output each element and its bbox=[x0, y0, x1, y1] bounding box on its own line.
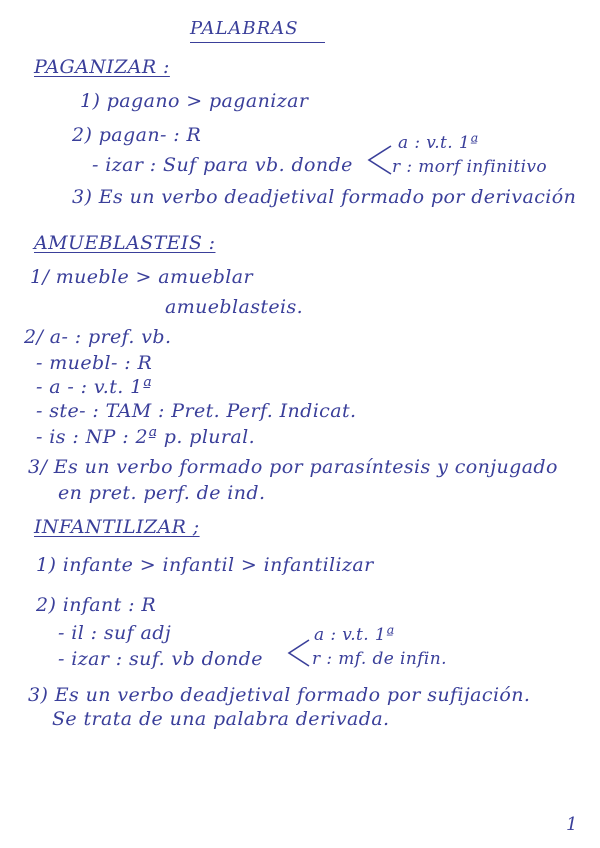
amueblasteis-line-3: 2/ a- : pref. vb. bbox=[24, 326, 172, 348]
amueblasteis-line-4: - muebl- : R bbox=[36, 352, 153, 374]
section-heading-amueblasteis: AMUEBLASTEIS : bbox=[34, 232, 216, 254]
infantilizar-line-6: Se trata de una palabra derivada. bbox=[52, 708, 390, 730]
infantilizar-line-2: 2) infant : R bbox=[36, 594, 157, 616]
amueblasteis-line-6: - ste- : TAM : Pret. Perf. Indicat. bbox=[36, 400, 357, 422]
amueblasteis-line-8: 3/ Es un verbo formado por parasíntesis y conjugado bbox=[28, 456, 558, 478]
paganizar-line-1: 1) pagano > paganizar bbox=[80, 90, 309, 112]
infantilizar-branch-bottom: r : mf. de infin. bbox=[312, 649, 447, 669]
infantilizar-line-4: - izar : suf. vb donde bbox=[58, 648, 263, 670]
infantilizar-branch-top: a : v.t. 1ª bbox=[314, 625, 395, 645]
title-underline bbox=[190, 42, 325, 43]
amueblasteis-line-7: - is : NP : 2ª p. plural. bbox=[36, 426, 256, 448]
amueblasteis-line-9: en pret. perf. de ind. bbox=[58, 482, 266, 504]
paganizar-branch-bottom: r : morf infinitivo bbox=[392, 157, 548, 177]
infantilizar-line-3: - il : suf adj bbox=[58, 622, 172, 644]
page-title: PALABRAS bbox=[190, 18, 299, 39]
infantilizar-line-1: 1) infante > infantil > infantilizar bbox=[36, 554, 374, 576]
amueblasteis-line-5: - a - : v.t. 1ª bbox=[36, 376, 153, 398]
paganizar-line-3: - izar : Suf para vb. donde bbox=[92, 154, 353, 176]
branch-bracket-infantilizar bbox=[285, 636, 313, 670]
infantilizar-line-5: 3) Es un verbo deadjetival formado por sufijación. bbox=[28, 684, 531, 706]
amueblasteis-line-2: amueblasteis. bbox=[165, 296, 304, 318]
amueblasteis-line-1: 1/ mueble > amueblar bbox=[30, 266, 253, 288]
paganizar-line-2: 2) pagan- : R bbox=[72, 124, 202, 146]
paganizar-line-4: 3) Es un verbo deadjetival formado por derivación bbox=[72, 186, 577, 208]
section-heading-infantilizar: INFANTILIZAR ; bbox=[34, 516, 200, 538]
section-heading-paganizar: PAGANIZAR : bbox=[34, 56, 170, 78]
branch-bracket-paganizar bbox=[365, 142, 395, 178]
paganizar-branch-top: a : v.t. 1ª bbox=[398, 133, 479, 153]
page-number: 1 bbox=[566, 814, 578, 835]
